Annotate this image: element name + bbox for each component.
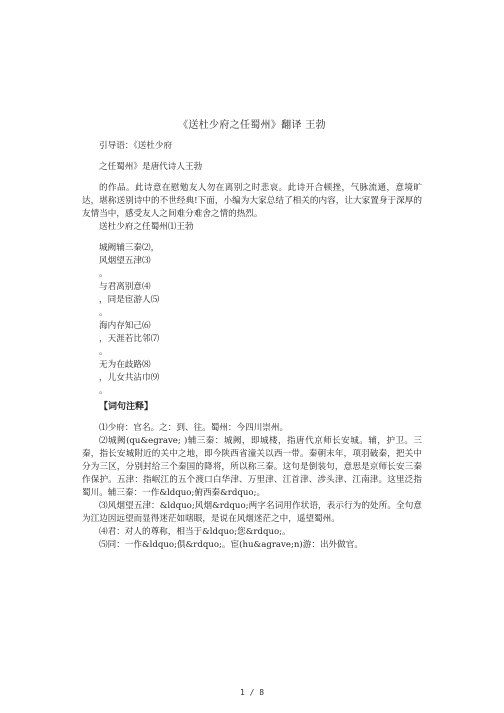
note-item: ⑴少府：官名。之：到、往。蜀州：今四川崇州。 <box>99 423 289 433</box>
document-title: 《送杜少府之任蜀州》翻译 王勃 <box>178 120 326 131</box>
note-item: ⑷君：对人的尊称，相当于&ldquo;您&rdquo;。 <box>99 527 291 537</box>
poem-line: 。 <box>99 308 108 318</box>
note-item: ⑶风烟望五津：&ldquo;风烟&rdquo;两字名词用作状语，表示行为的处所。全句意为江边因远望而显得迷茫如嗐眼，是说在风烟迷茫之中，遥望蜀州。 <box>82 501 422 524</box>
poem-line: 海内存知己⑹ <box>99 321 151 331</box>
poem-line: 风烟望五津⑶ <box>99 256 151 266</box>
page-number: 1 / 8 <box>239 688 265 697</box>
poem-line: 。 <box>99 347 108 357</box>
poem-line: 。 <box>99 386 108 396</box>
note-item: ⑸同：一作&ldquo;俱&rdquo;。宦(hu&agrave;n)游：出外做官。 <box>99 540 363 550</box>
intro-line-1: 引导语：《送杜少府 <box>99 141 173 151</box>
poem-line: ，同是宦游人⑸ <box>99 295 160 305</box>
poem-heading: 送杜少府之任蜀州⑴王勃 <box>99 222 194 232</box>
document-body <box>82 140 422 552</box>
notes-heading: 【词句注释】 <box>99 402 154 412</box>
notes-list <box>82 422 422 552</box>
poem-line: ，天涯若比邻⑺ <box>99 334 160 344</box>
poem-line: 。 <box>99 269 108 279</box>
intro-paragraph: 的作品。此诗意在慰勉友人勿在离别之时悲哀。此诗开合顿挫，气脉流通，意境旷达，堪称送别诗中的不世经典!下面，小编为大家总结了相关的内容，让大家置身于深厚的友情当中，感受友人之间难分难舍之情的热烈。 <box>82 183 422 219</box>
note-item: ⑵城阙(qu&egrave; )辅三秦：城阙，即城楼，指唐代京师长安城。辅，护卫。三秦，指长安城附近的关中之地，即今陕西省潼关以西一带。秦朝末年，项羽破秦，把关中分为三区，分别封给三个秦国的降将，所以称三秦。这句是倒装句，意思是京师长安三秦作保护。五津：指岷江的五个渡口白华津、万里津、江首津、涉头津、江南津。这里泛指蜀川。辅三秦：一作&ldquo;俯西秦&rdquo;。 <box>82 436 422 498</box>
poem-body <box>82 242 422 398</box>
poem-line: 城阙辅三秦⑵， <box>99 243 160 253</box>
poem-line: ，儿女共沾巾⑼ <box>99 373 160 383</box>
poem-line: 无为在歧路⑻ <box>99 360 151 370</box>
intro-line-2: 之任蜀州》是唐代诗人王勃 <box>99 162 203 172</box>
poem-line: 与君离别意⑷ <box>99 282 151 292</box>
